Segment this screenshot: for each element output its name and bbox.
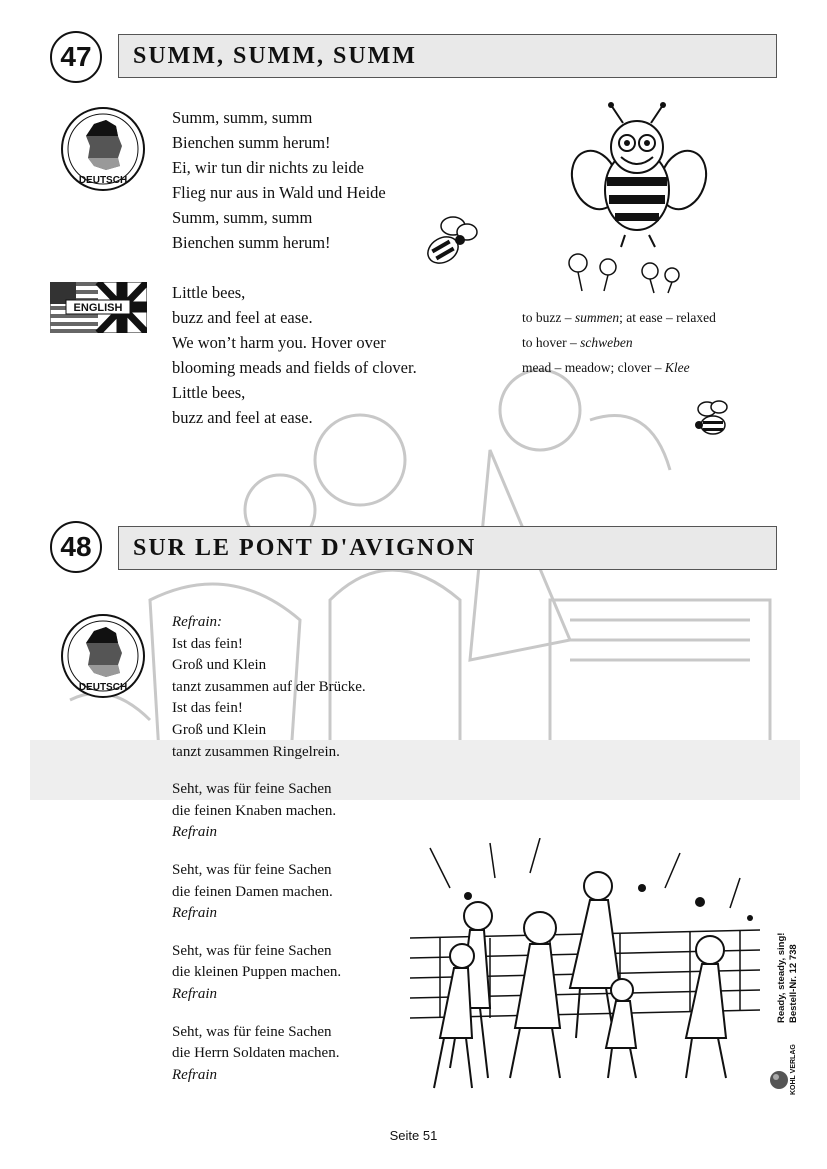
- english-flag-icon: [50, 282, 147, 333]
- lyric-line: Summ, summ, summ: [172, 108, 313, 127]
- song-number: 47: [60, 41, 92, 72]
- lyric-line: We won’t harm you. Hover over: [172, 333, 386, 352]
- vocabulary-notes: [522, 305, 716, 380]
- verse-stanza: [172, 860, 366, 925]
- vocab-german: schweben: [580, 335, 633, 350]
- vocabulary-item: [522, 355, 716, 380]
- flowers-icon: [560, 245, 690, 295]
- lyric-line: Seht, was für feine Sachen: [172, 942, 332, 959]
- sidebar-order-number: Bestell-Nr. 12 738: [788, 944, 799, 1023]
- lyric-line: die kleinen Puppen machen.: [172, 964, 342, 981]
- lyric-line: Summ, summ, summ: [172, 208, 313, 227]
- english-lyrics: [172, 280, 417, 430]
- verse-stanza: [172, 1022, 366, 1087]
- germany-badge-icon: [60, 106, 146, 192]
- lyric-line: Refrain:: [172, 614, 222, 630]
- vocab-german: Klee: [664, 360, 690, 375]
- badge-label: DEUTSCH: [78, 175, 128, 186]
- publisher-logo-icon: [768, 1068, 790, 1092]
- english-label: ENGLISH: [73, 302, 123, 314]
- sidebar-publisher: KOHL VERLAG: [790, 1044, 797, 1095]
- refrain-stanza: [172, 612, 366, 763]
- lyric-line: Bienchen summ herum!: [172, 233, 331, 252]
- germany-badge-icon: [60, 613, 146, 699]
- vocab-english: mead – meadow; clover –: [522, 360, 665, 375]
- vocab-german: summen: [574, 310, 620, 325]
- lyric-line: Seht, was für feine Sachen: [172, 781, 332, 798]
- vocabulary-item: [522, 305, 716, 330]
- lyric-line: tanzt zusammen Ringelrein.: [172, 743, 340, 760]
- lyric-line: Refrain: [172, 1066, 217, 1083]
- dancing-people-illustration: [380, 838, 770, 1100]
- lyric-line: Bienchen summ herum!: [172, 133, 331, 152]
- song48-lyrics: [172, 612, 366, 1102]
- lyric-line: Ei, wir tun dir nichts zu leide: [172, 158, 364, 177]
- song-title: SUR LE PONT D'AVIGNON: [133, 534, 477, 561]
- verse-stanza: [172, 941, 366, 1006]
- lyric-line: Ist das fein!: [172, 700, 243, 717]
- page-number: Seite 51: [389, 1128, 438, 1143]
- big-bee-icon: [565, 95, 715, 255]
- lyric-line: die Herrn Soldaten machen.: [172, 1045, 340, 1062]
- lyric-line: Groß und Klein: [172, 721, 267, 738]
- song-title-bar: [118, 34, 777, 78]
- lyric-line: die feinen Knaben machen.: [172, 802, 337, 819]
- lyric-line: Flieg nur aus in Wald und Heide: [172, 183, 386, 202]
- vocab-english: to buzz –: [522, 310, 575, 325]
- verse-stanza: [172, 779, 366, 844]
- lyric-line: Seht, was für feine Sachen: [172, 861, 332, 878]
- lyric-line: buzz and feel at ease.: [172, 308, 313, 327]
- vocabulary-item: [522, 330, 716, 355]
- lyric-line: tanzt zusammen auf der Brücke.: [172, 678, 366, 695]
- song-title: SUMM, SUMM, SUMM: [133, 42, 417, 69]
- song-number-badge: [50, 31, 102, 83]
- song-number-badge: [50, 521, 102, 573]
- lyric-line: Refrain: [172, 985, 217, 1002]
- lyric-line: buzz and feel at ease.: [172, 408, 313, 427]
- german-lyrics: [172, 105, 386, 255]
- lyric-line: Little bees,: [172, 283, 246, 302]
- song-title-bar: [118, 526, 777, 570]
- lyric-line: blooming meads and fields of clover.: [172, 358, 417, 377]
- badge-label: DEUTSCH: [78, 682, 128, 693]
- vocab-rest: ; at ease – relaxed: [619, 310, 716, 325]
- sidebar-title: Ready, steady, sing!: [776, 932, 787, 1023]
- lyric-line: Refrain: [172, 824, 217, 841]
- lyric-line: Groß und Klein: [172, 657, 267, 674]
- vocab-english: to hover –: [522, 335, 581, 350]
- lyric-line: Little bees,: [172, 383, 246, 402]
- song-number: 48: [60, 531, 92, 562]
- lyric-line: Ist das fein!: [172, 635, 243, 652]
- lyric-line: Refrain: [172, 905, 217, 922]
- lyric-line: die feinen Damen machen.: [172, 883, 333, 900]
- tiny-bee-icon: [685, 395, 745, 443]
- publisher-sidebar: [770, 905, 814, 1095]
- small-bee-icon: [405, 210, 485, 270]
- lyric-line: Seht, was für feine Sachen: [172, 1023, 332, 1040]
